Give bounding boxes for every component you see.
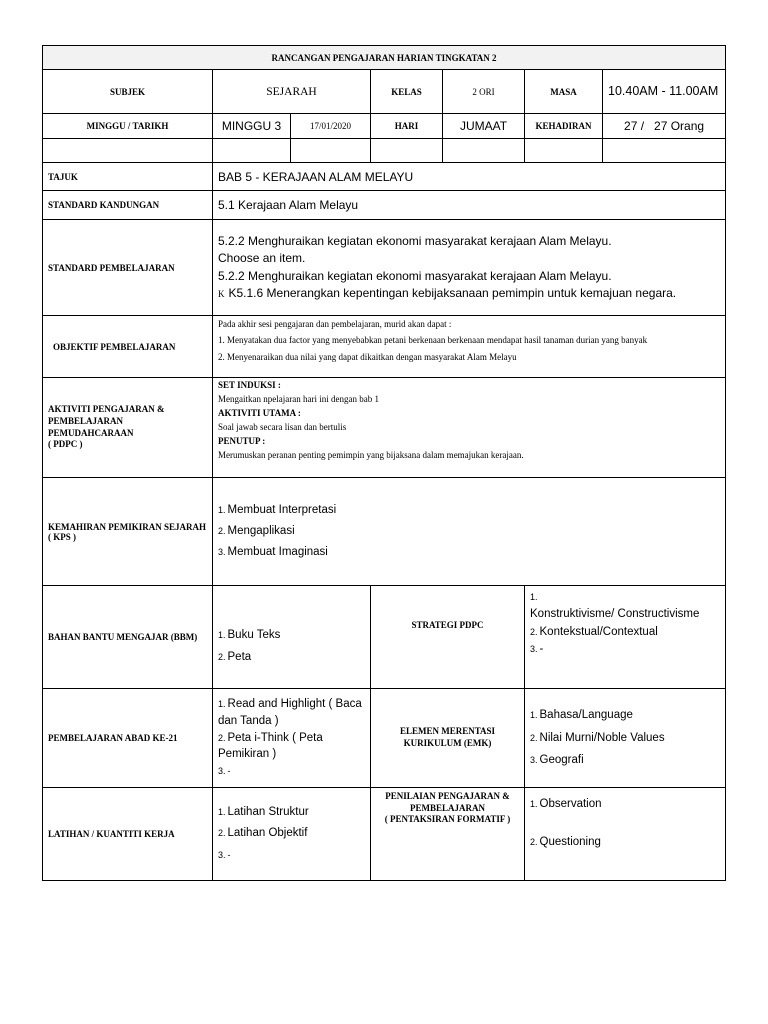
kps-label: KEMAHIRAN PEMIKIRAN SEJARAH ( KPS )	[43, 478, 213, 586]
info-row-2	[43, 114, 726, 139]
strategi-item[interactable]: 3. -	[530, 642, 544, 655]
penutup-text: Merumuskan peranan penting pemimpin yang bijaksana dalam memajukan kerajaan.	[218, 449, 524, 460]
penilaian-value	[525, 788, 726, 881]
bbm-item[interactable]: 1. Buku Teks	[218, 629, 281, 642]
penilaian-item[interactable]: 1. Observation	[530, 798, 602, 810]
standard-pembelajaran-row	[43, 220, 726, 316]
sp-line-2[interactable]: Choose an item.	[218, 251, 306, 266]
hari-label: HARI	[371, 114, 443, 139]
kps-item[interactable]: 1. Membuat Interpretasi	[218, 503, 337, 516]
aktiviti-label-main: AKTIVITI PENGAJARAN & PEMBELAJARAN PEMUDAHCARAAN	[48, 404, 165, 438]
set-induksi-text: Mengaitkan npelajaran hari ini dengan bab 1	[218, 393, 379, 404]
emk-value	[525, 689, 726, 788]
abad21-row	[43, 689, 726, 788]
sp-line-1[interactable]: 5.2.2 Menghuraikan kegiatan ekonomi masyarakat kerajaan Alam Melayu.	[218, 233, 612, 248]
standard-pembelajaran-value	[213, 220, 726, 316]
latihan-item[interactable]: 1. Latihan Struktur	[218, 806, 309, 819]
masa-label: MASA	[525, 70, 603, 114]
tajuk-value[interactable]: BAB 5 - KERAJAAN ALAM MELAYU	[213, 163, 726, 191]
objektif-label: OBJEKTIF PEMBELAJARAN	[43, 316, 213, 378]
strategi-item[interactable]: 2. Kontekstual/Contextual	[530, 625, 658, 638]
sp-line-4-prefix: K	[218, 288, 225, 299]
objektif-row	[43, 316, 726, 378]
hari-value[interactable]: JUMAAT	[443, 114, 525, 139]
empty-row	[43, 139, 726, 163]
lesson-plan-table	[42, 45, 726, 881]
abad21-value	[213, 689, 371, 788]
masa-value[interactable]: 10.40AM - 11.00AM	[603, 70, 726, 114]
kps-item[interactable]: 2. Mengaplikasi	[218, 524, 295, 537]
tajuk-row	[43, 163, 726, 191]
standard-kandungan-label: STANDARD KANDUNGAN	[43, 191, 213, 220]
minggu-label: MINGGU / TARIKH	[43, 114, 213, 139]
bbm-value	[213, 586, 371, 689]
subjek-value[interactable]: SEJARAH	[213, 70, 371, 114]
info-row-1	[43, 70, 726, 114]
standard-pembelajaran-label: STANDARD PEMBELAJARAN	[43, 220, 213, 316]
aktiviti-label	[43, 378, 213, 478]
objektif-intro: Pada akhir sesi pengajaran dan pembelajaran, murid akan dapat :	[218, 319, 452, 329]
latihan-label: LATIHAN / KUANTITI KERJA	[43, 788, 213, 881]
aktiviti-label-pdpc: ( PDPC )	[48, 439, 83, 450]
kps-row	[43, 478, 726, 586]
penilaian-label: PENILAIAN PENGAJARAN & PEMBELAJARAN ( PENTAKSIRAN FORMATIF )	[371, 788, 525, 881]
latihan-row	[43, 788, 726, 881]
tarikh-value[interactable]: 17/01/2020	[291, 114, 371, 139]
sp-line-4-text: K5.1.6 Menerangkan kepentingan kebijaksanaan pemimpin untuk kemajuan negara.	[228, 285, 677, 300]
abad21-item[interactable]: 3. -	[218, 766, 231, 776]
abad21-item[interactable]: 1. Read and Highlight ( Baca dan Tanda )	[218, 698, 362, 727]
title-row	[43, 46, 726, 70]
penutup-label: PENUTUP :	[218, 435, 266, 446]
bbm-item[interactable]: 2. Peta	[218, 651, 252, 663]
kelas-label: KELAS	[371, 70, 443, 114]
abad21-label: PEMBELAJARAN ABAD KE-21	[43, 689, 213, 788]
emk-item[interactable]: 1. Bahasa/Language	[530, 709, 633, 722]
objektif-item-2: 2. Menyenaraikan dua nilai yang dapat dikaitkan dengan masyarakat Alam Melayu	[218, 351, 517, 362]
sp-line-4[interactable]	[218, 285, 720, 302]
standard-kandungan-value[interactable]: 5.1 Kerajaan Alam Melayu	[213, 191, 726, 220]
strategi-value	[525, 586, 726, 689]
kehadiran-value[interactable]: 27 / 27 Orang	[603, 114, 726, 139]
kehadiran-label: KEHADIRAN	[525, 114, 603, 139]
emk-item[interactable]: 2. Nilai Murni/Noble Values	[530, 731, 665, 744]
kelas-value[interactable]: 2 ORI	[443, 70, 525, 114]
bbm-label: BAHAN BANTU MENGAJAR (BBM)	[43, 586, 213, 689]
bbm-row	[43, 586, 726, 689]
latihan-item[interactable]: 3. -	[218, 849, 231, 860]
kps-value	[213, 478, 726, 586]
page-title: RANCANGAN PENGAJARAN HARIAN TINGKATAN 2	[43, 46, 726, 70]
abad21-item[interactable]: 2. Peta i-Think ( Peta Pemikiran )	[218, 731, 323, 761]
aktiviti-utama-label: AKTIVITI UTAMA :	[218, 407, 301, 418]
kps-item[interactable]: 3. Membuat Imaginasi	[218, 546, 328, 559]
latihan-item[interactable]: 2. Latihan Objektif	[218, 827, 308, 840]
strategi-item[interactable]: 1. Konstruktivisme/ Constructivisme	[530, 592, 700, 621]
emk-label: ELEMEN MERENTASI KURIKULUM (EMK)	[371, 689, 525, 788]
strategi-label: STRATEGI PDPC	[371, 586, 525, 689]
subjek-label: SUBJEK	[43, 70, 213, 114]
sp-line-3[interactable]: 5.2.2 Menghuraikan kegiatan ekonomi masyarakat kerajaan Alam Melayu.	[218, 268, 612, 283]
aktiviti-row	[43, 378, 726, 478]
penilaian-item[interactable]: 2. Questioning	[530, 836, 601, 848]
aktiviti-utama-text: Soal jawab secara lisan dan bertulis	[218, 421, 347, 432]
emk-item[interactable]: 3. Geografi	[530, 754, 584, 767]
set-induksi-label: SET INDUKSI :	[218, 380, 281, 390]
aktiviti-value	[213, 378, 726, 478]
minggu-value[interactable]: MINGGU 3	[213, 114, 291, 139]
latihan-value	[213, 788, 371, 881]
tajuk-label: TAJUK	[43, 163, 213, 191]
objektif-item-1: 1. Menyatakan dua factor yang menyebabkan petani berkenaan berkenaan mendapat hasil tanaman durian yang banyak	[218, 335, 648, 346]
objektif-value	[213, 316, 726, 378]
standard-kandungan-row	[43, 191, 726, 220]
